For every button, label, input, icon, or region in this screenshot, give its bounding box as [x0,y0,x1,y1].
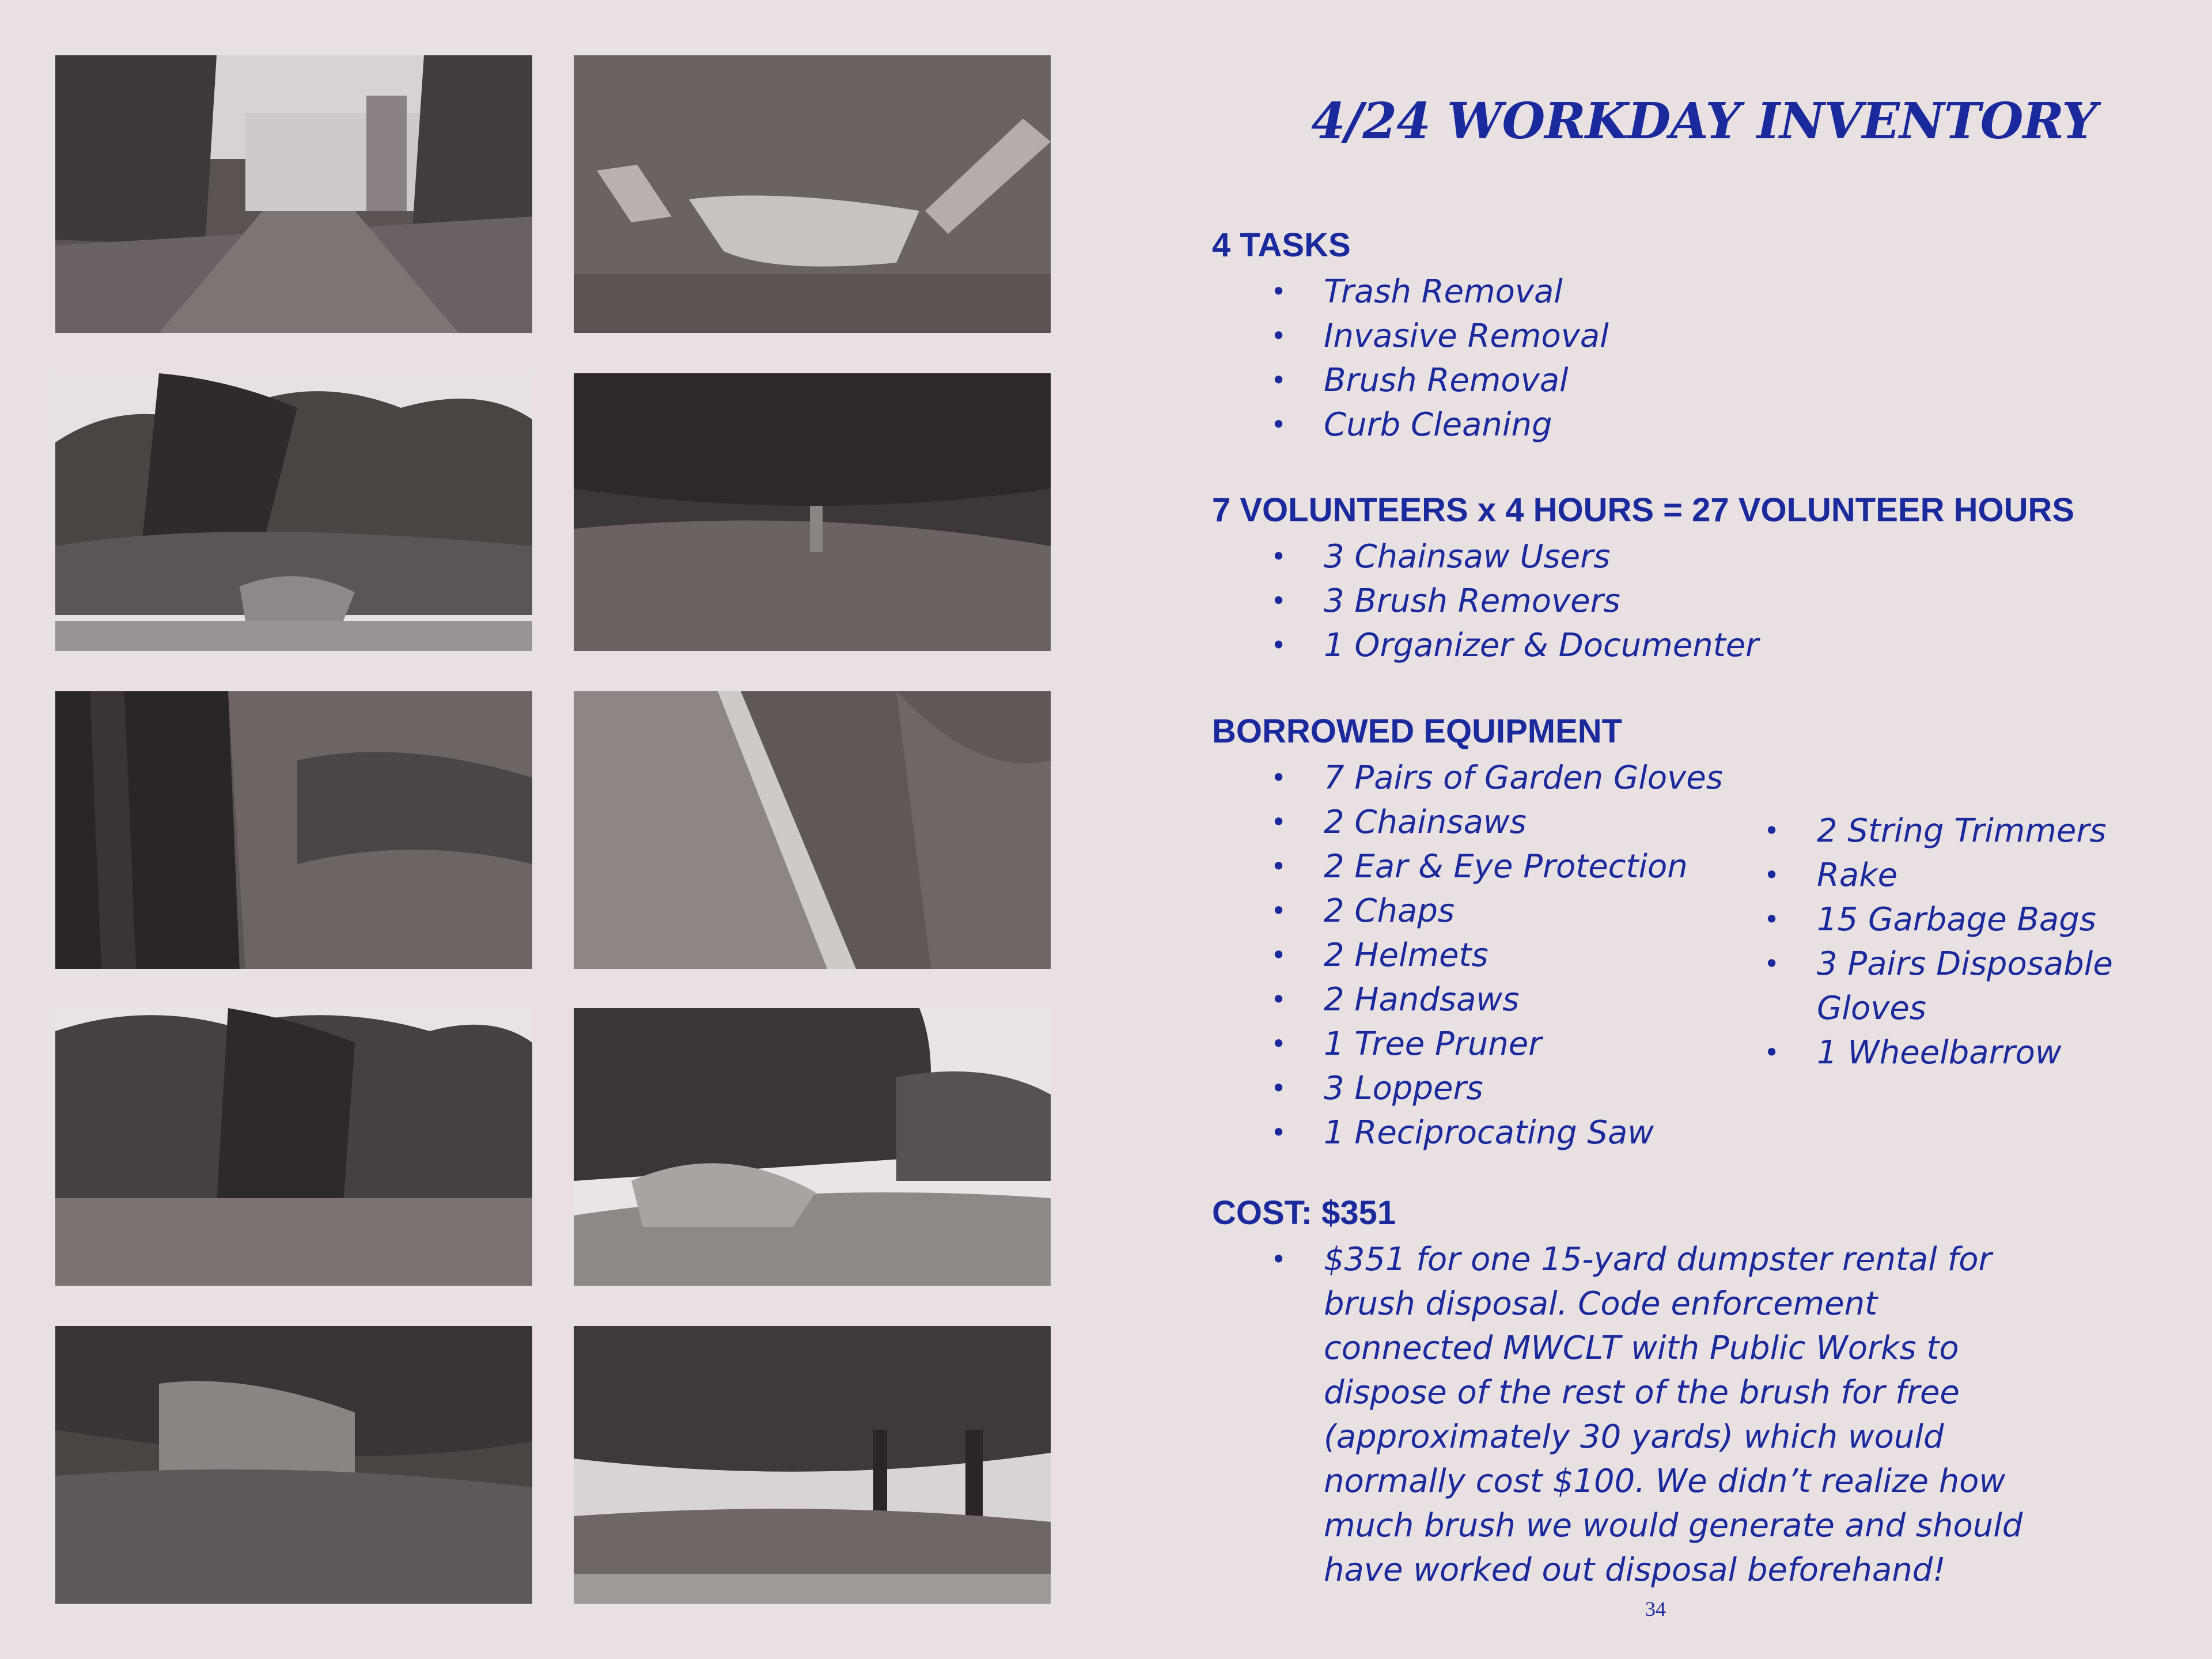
photo-brush-pile-on-street [574,1008,1051,1286]
photo-volunteer-in-overgrown-lot [574,373,1051,651]
volunteers-heading: 7 VOLUNTEERS x 4 HOURS = 27 VOLUNTEER HOURS [1212,491,2075,529]
cost-heading: COST: $351 [1212,1194,1396,1232]
list-item: • $351 for one 15-yard dumpster rental for brush disposal. Code enforcement connected MWCLT with Public Works to dispose of the rest of the brush for free (approximately 30 yards) which would normally cost $100. We didn’t realize how much brush we would generate and should have worked out disposal beforehand! [1324,1237,2038,1592]
tasks-heading: 4 TASKS [1212,226,1351,264]
list-item: • 3 Pairs Disposable Gloves [1817,942,2116,1031]
page-title: 4/24 WORKDAY INVENTORY [1311,92,2097,150]
list-item: • 2 Handsaws [1324,978,1723,1022]
photo-curb-covered-in-grass [574,55,1051,333]
photo-volunteer-carrying-brush [55,373,532,651]
list-item: • 3 Brush Removers [1324,579,1759,623]
list-item: • Rake [1817,853,2116,897]
list-item: • 3 Chainsaw Users [1324,535,1759,579]
equipment-heading: BORROWED EQUIPMENT [1212,713,1623,750]
cost-list [1324,1237,2038,1592]
photo-tree-trunk-with-brush [55,691,532,969]
list-item: • 3 Loppers [1324,1066,1723,1111]
list-item: • 2 Helmets [1324,933,1723,978]
list-item: • Invasive Removal [1324,314,1609,358]
list-item: • Brush Removal [1324,358,1609,403]
list-item: • Trash Removal [1324,270,1609,314]
photo-dense-trees-and-grass [55,1008,532,1286]
list-item: • Curb Cleaning [1324,403,1609,447]
volunteers-list [1324,535,1759,668]
list-item: • 1 Organizer & Documenter [1324,623,1759,668]
equipment-list-col1 [1324,756,1723,1155]
list-item: • 2 Chaps [1324,889,1723,933]
photo-cleaned-curb-and-sidewalk [574,691,1051,969]
equipment-list-col2 [1817,809,2116,1075]
list-item: • 2 Ear & Eye Protection [1324,844,1723,889]
tasks-list [1324,270,1609,447]
list-item: • 1 Reciprocating Saw [1324,1111,1723,1155]
photo-wooded-corner [55,1326,532,1604]
list-item: • 1 Wheelbarrow [1817,1031,2116,1075]
page-number: 34 [1645,1597,1666,1620]
photo-overgrown-lot-with-house [55,55,532,333]
list-item: • 2 Chainsaws [1324,800,1723,844]
list-item: • 7 Pairs of Garden Gloves [1324,756,1723,800]
list-item: • 2 String Trimmers [1817,809,2116,853]
list-item: • 15 Garbage Bags [1817,897,2116,942]
list-item: • 1 Tree Pruner [1324,1022,1723,1066]
photo-cleared-lot-with-trees [574,1326,1051,1604]
